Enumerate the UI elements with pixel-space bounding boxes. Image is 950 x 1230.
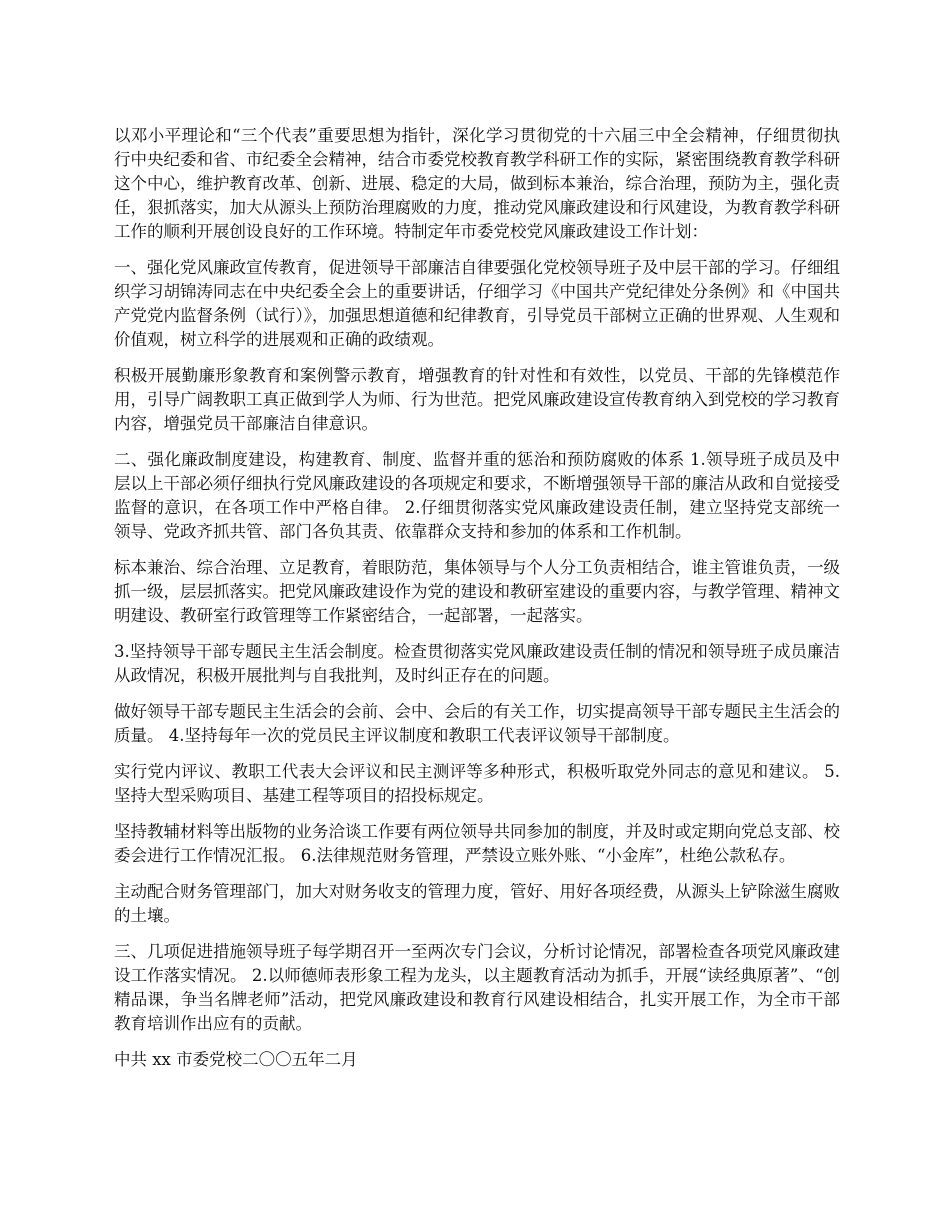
paragraph-item-4: 做好领导干部专题民主生活会的会前、会中、会后的有关工作，切实提高领导干部专题民主生活会的质量。 4.坚持每年一次的党员民主评议制度和教职工代表评议领导干部制度。	[114, 702, 840, 745]
paragraph-section-2-cont: 标本兼治、综合治理、立足教育，着眼防范，集体领导与个人分工负责相结合，谁主管谁负责，一级抓一级，层层抓落实。把党风廉政建设作为党的建设和教研室建设的重要内容，与教学管理、精神文明建设、教研室行政管理等工作紧密结合，一起部署，一起落实。	[114, 558, 840, 625]
paragraph-item-6: 坚持教辅材料等出版物的业务洽谈工作要有两位领导共同参加的制度，并及时或定期向党总支部、校委会进行工作情况汇报。 6.法律规范财务管理，严禁设立账外账、“小金库”，杜绝公款私存。	[114, 822, 840, 865]
paragraph-item-3: 3.坚持领导干部专题民主生活会制度。检查贯彻落实党风廉政建设责任制的情况和领导班子成员廉洁从政情况，积极开展批判与自我批判，及时纠正存在的问题。	[114, 642, 840, 685]
paragraph-section-2: 二、强化廉政制度建设，构建教育、制度、监督并重的惩治和预防腐败的体系 1.领导班子成员及中层以上干部必须仔细执行党风廉政建设的各项规定和要求，不断增强领导干部的廉洁从政和自觉接受监督的意识，在各项工作中严格自律。 2.仔细贯彻落实党风廉政建设责任制，建立坚持党支部统一领导、党政齐抓共管、部门各负其责、依靠群众支持和参加的体系和工作机制。	[114, 450, 840, 541]
paragraph-intro: 以邓小平理论和“三个代表”重要思想为指针，深化学习贯彻党的十六届三中全会精神，仔细贯彻执行中央纪委和省、市纪委全会精神，结合市委党校教育教学科研工作的实际，紧密围绕教育教学科研这个中心，维护教育改革、创新、进展、稳定的大局，做到标本兼治，综合治理，预防为主，强化责任，狠抓落实，加大从源头上预防治理腐败的力度，推动党风廉政建设和行风建设，为教育教学科研工作的顺利开展创设良好的工作环境。特制定年市委党校党风廉政建设工作计划：	[114, 126, 840, 241]
paragraph-item-6-cont: 主动配合财务管理部门，加大对财务收支的管理力度，管好、用好各项经费，从源头上铲除滋生腐败的土壤。	[114, 882, 840, 925]
paragraph-item-5: 实行党内评议、教职工代表大会评议和民主测评等多种形式，积极听取党外同志的意见和建议。 5.坚持大型采购项目、基建工程等项目的招投标规定。	[114, 762, 840, 805]
document-body	[114, 124, 840, 1084]
signature-line: 中共 xx 市委党校二〇〇五年二月	[114, 1050, 358, 1069]
paragraph-section-3: 三、几项促进措施领导班子每学期召开一至两次专门会议，分析讨论情况，部署检查各项党风廉政建设工作落实情况。 2.以师德师表形象工程为龙头，以主题教育活动为抓手，开展“读经典原著”、“创精品课，争当名牌老师”活动，把党风廉政建设和教育行风建设相结合，扎实开展工作，为全市干部教育培训作出应有的贡献。	[114, 942, 840, 1033]
paragraph-section-1-cont: 积极开展勤廉形象教育和案例警示教育，增强教育的针对性和有效性，以党员、干部的先锋模范作用，引导广阔教职工真正做到学人为师、行为世范。把党风廉政建设宣传教育纳入到党校的学习教育内容，增强党员干部廉洁自律意识。	[114, 366, 840, 433]
paragraph-section-1: 一、强化党风廉政宣传教育，促进领导干部廉洁自律要强化党校领导班子及中层干部的学习。仔细组织学习胡锦涛同志在中央纪委全会上的重要讲话，仔细学习《中国共产党纪律处分条例》和《中国共产党党内监督条例（试行）》，加强思想道德和纪律教育，引导党员干部树立正确的世界观、人生观和价值观，树立科学的进展观和正确的政绩观。	[114, 258, 840, 349]
